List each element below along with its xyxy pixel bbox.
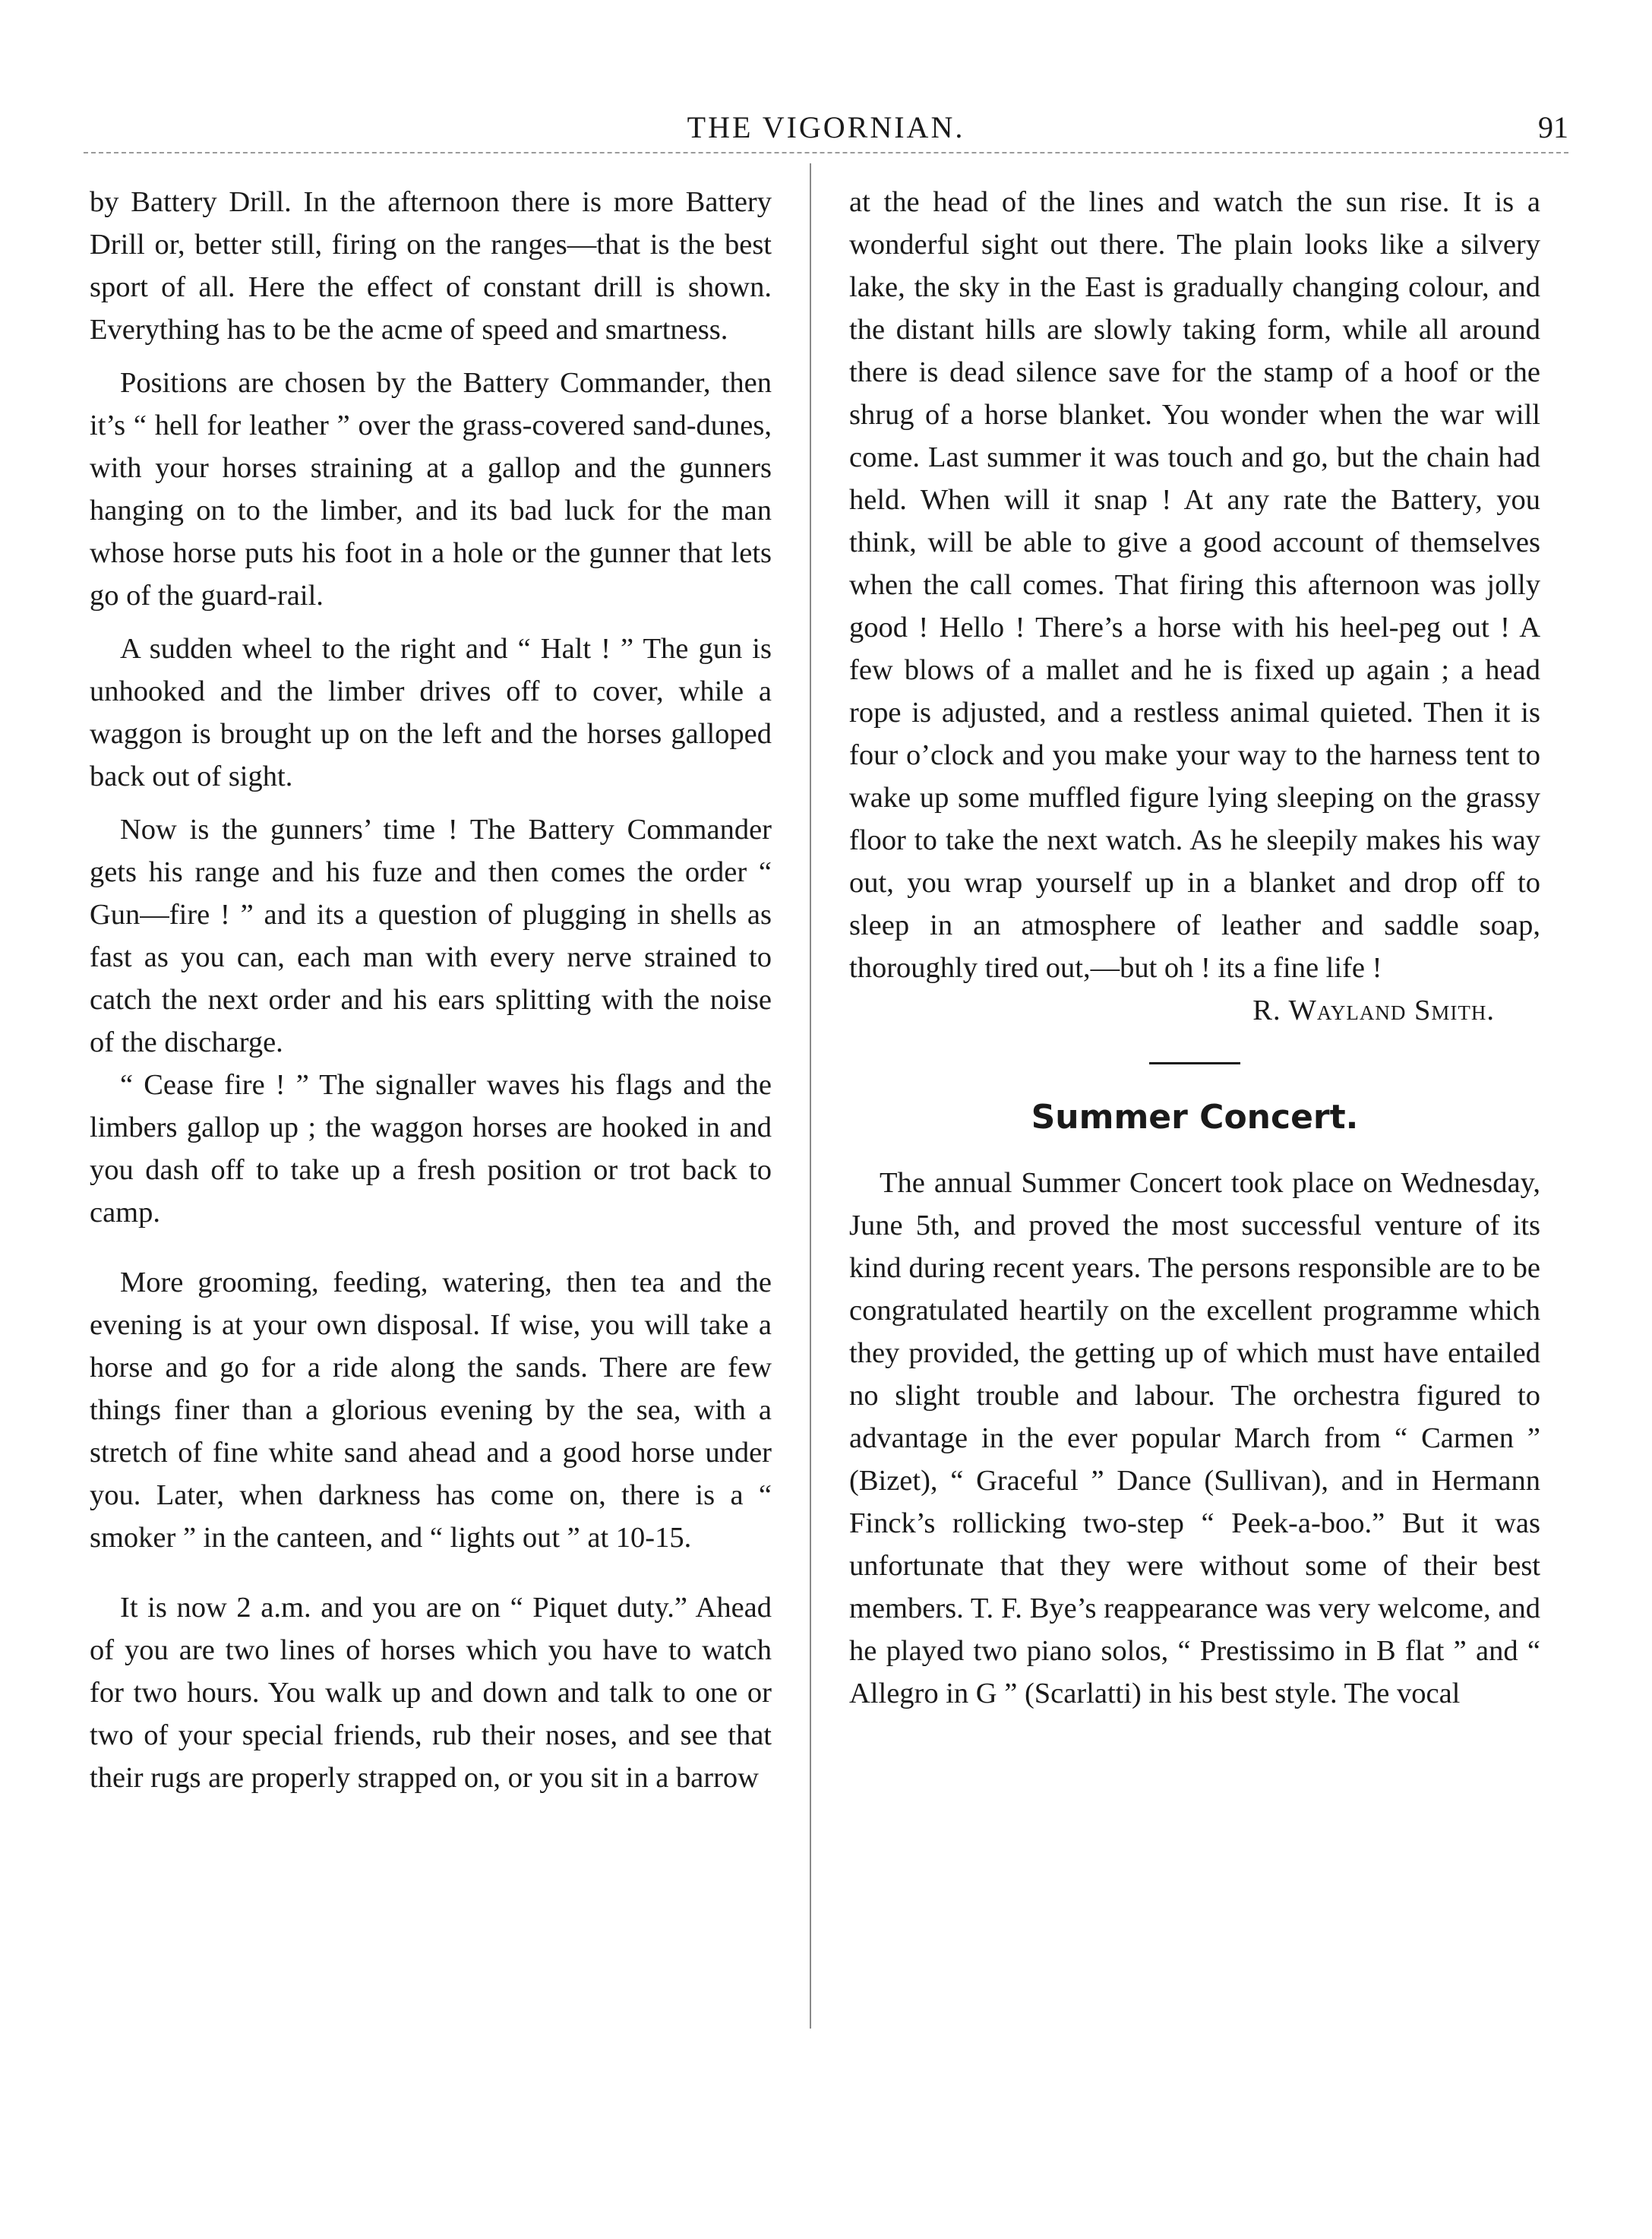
author-signature: R. Wayland Smith. — [1252, 995, 1495, 1026]
section-title: Summer Concert. — [1031, 1098, 1359, 1137]
page-header — [84, 105, 1568, 150]
paragraph: “ Cease fire ! ” The signaller waves his flags and the limbers gallop up ; the waggon horses are hooked in and you dash off to take up a fresh position or trot back to camp. — [90, 1069, 772, 1229]
paragraph: by Battery Drill. In the afternoon there is more Battery Drill or, better still, firing on the ranges—that is the best sport of all. Here the effect of constant drill is shown. Everything has to be the acme of speed and smartness. — [90, 186, 772, 346]
paragraph: A sudden wheel to the right and “ Halt ! ” The gun is unhooked and the limber drives off to cover, while a waggon is brought up on the left and the horses galloped back out of sight. — [90, 633, 772, 792]
header-rule — [84, 152, 1568, 153]
paragraph: Now is the gunners’ time ! The Battery Commander gets his range and his fuze and then comes the order “ Gun—fire ! ” and its a question of plugging in shells as fast as you can, each man with every nerve strained to catch the next order and his ears splitting with the noise of the discharge. — [90, 814, 772, 1058]
page-number: 91 — [1538, 110, 1568, 144]
section-divider — [1149, 1062, 1240, 1064]
column-divider — [810, 163, 811, 2029]
left-column — [90, 181, 772, 1810]
paragraph: The annual Summer Concert took place on Wednesday, June 5th, and proved the most successful venture of its kind during recent years. The persons responsible are to be congratulated heartily on the excellent programme which they provided, the getting up of which must have entailed no slight trouble and labour. The orchestra figured to advantage in the ever popular March from “ Carmen ” (Bizet), “ Graceful ” Dance (Sullivan), and in Hermann Finck’s rollicking two-step “ Peek-a-boo.” But it was unfortunate that they were without some of their best members. T. F. Bye’s reappearance was very welcome, and he played two piano solos, “ Prestissimo in B flat ” and “ Allegro in G ” (Scarlatti) in his best style. The vocal — [849, 1167, 1540, 1709]
right-column — [849, 181, 1540, 1725]
running-title: THE VIGORNIAN. — [687, 110, 965, 144]
paragraph: More grooming, feeding, watering, then tea and the evening is at your own disposal. If wise, you will take a horse and go for a ride along the sands. There are few things finer than a glorious evening by the sea, with a stretch of fine white sand ahead and a good horse under you. Later, when darkness has come on, there is a “ smoker ” in the canteen, and “ lights out ” at 10-15. — [90, 1267, 772, 1554]
paragraph: Positions are chosen by the Battery Commander, then it’s “ hell for leather ” over the grass-covered sand-dunes, with your horses straining at a gallop and the gunners hanging on to the limber, and its bad luck for the man whose horse puts his foot in a hole or the gunner that lets go of the guard-rail. — [90, 367, 772, 612]
paragraph: at the head of the lines and watch the sun rise. It is a wonderful sight out there. The plain looks like a silvery lake, the sky in the East is gradually changing colour, and the distant hills are slowly taking form, while all around there is dead silence save for the stamp of a hoof or the shrug of a horse blanket. You wonder when the war will come. Last summer it was touch and go, but the chain had held. When will it snap ! At any rate the Battery, you think, will be able to give a good account of themselves when the call comes. That firing this afternoon was jolly good ! Hello ! There’s a horse with his heel-peg out ! A few blows of a mallet and he is fixed up again ; a head rope is adjusted, and a restless animal quieted. Then it is four o’clock and you make your way to the harness tent to wake up some muffled figure lying sleeping on the grassy floor to take the next watch. As he sleepily makes his way out, you wrap yourself up in a blanket and drop off to sleep in an atmosphere of leather and saddle soap, thoroughly tired out,—but oh ! its a fine life ! — [849, 186, 1540, 984]
paragraph: It is now 2 a.m. and you are on “ Piquet duty.” Ahead of you are two lines of horses which you have to watch for two hours. You walk up and down and talk to one or two of your special friends, rub their noses, and see that their rugs are properly strapped on, or you sit in a barrow — [90, 1592, 772, 1794]
